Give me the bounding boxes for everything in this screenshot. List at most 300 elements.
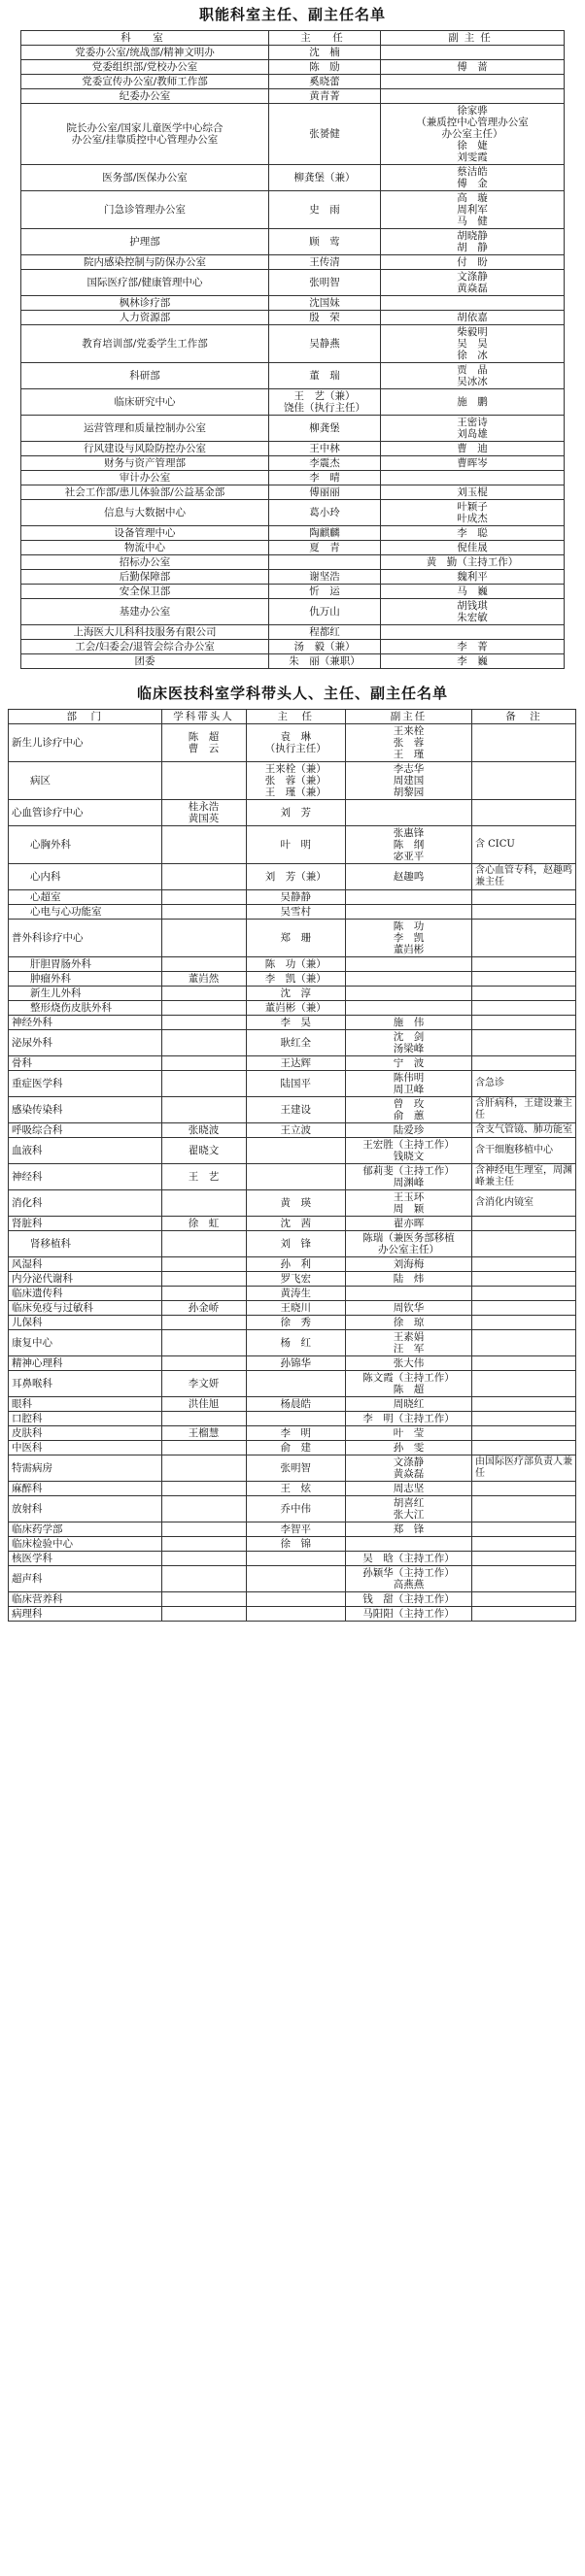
- director-cell: 陈 功（兼）: [246, 957, 346, 972]
- dept-cell: 心超室: [9, 890, 162, 905]
- note-cell: [471, 1330, 575, 1356]
- table-row: [9, 800, 576, 826]
- dept-cell: 放射科: [9, 1496, 162, 1522]
- dept-cell: 血液科: [9, 1138, 162, 1164]
- note-cell: 含神经电生理室，周渊峰兼主任: [471, 1164, 575, 1190]
- table-row: [21, 555, 565, 570]
- header-director: 主 任: [246, 710, 346, 724]
- note-cell: [471, 762, 575, 800]
- table-row: [21, 442, 565, 456]
- director-cell: 葛小玲: [269, 500, 381, 526]
- note-cell: 含心血管专科，赵趣鸣兼主任: [471, 864, 575, 890]
- lead-cell: [161, 1592, 246, 1607]
- note-cell: [471, 987, 575, 1001]
- header-dept: 科 室: [21, 31, 269, 46]
- deputy-cell: 陈 功 李 凯 董岿彬: [346, 920, 472, 957]
- table-row: [21, 526, 565, 541]
- note-cell: [471, 1537, 575, 1552]
- deputy-cell: [346, 1537, 472, 1552]
- table-row: [9, 1016, 576, 1030]
- note-cell: [471, 1217, 575, 1231]
- director-cell: 王建设: [246, 1097, 346, 1123]
- director-cell: [246, 1552, 346, 1566]
- deputy-cell: 蔡洁皓 傅 金: [381, 165, 565, 191]
- table-row: [9, 905, 576, 920]
- deputy-cell: 徐家骅 （兼质控中心管理办公室 办公室主任） 徐 婕 刘雯霞: [381, 104, 565, 165]
- director-cell: 张赟健: [269, 104, 381, 165]
- table-row: [9, 1164, 576, 1190]
- lead-cell: 张晓波: [161, 1123, 246, 1138]
- note-cell: [471, 1496, 575, 1522]
- note-cell: [471, 724, 575, 762]
- deputy-cell: 傅 蔷: [381, 60, 565, 75]
- lead-cell: [161, 1001, 246, 1016]
- lead-cell: [161, 1566, 246, 1592]
- deputy-cell: 刘玉棍: [381, 485, 565, 500]
- lead-cell: [161, 1287, 246, 1301]
- lead-cell: 李文妍: [161, 1371, 246, 1397]
- dept-cell: 神经外科: [9, 1016, 162, 1030]
- note-cell: [471, 1592, 575, 1607]
- director-cell: 王来栓（兼） 张 蓉（兼） 王 瑾（兼）: [246, 762, 346, 800]
- dept-cell: 设备管理中心: [21, 526, 269, 541]
- table-row: [21, 485, 565, 500]
- table-row: [9, 1592, 576, 1607]
- clinical-departments-table: [8, 709, 576, 1622]
- deputy-cell: [346, 905, 472, 920]
- deputy-cell: 孙颖华（主持工作） 高燕燕: [346, 1566, 472, 1592]
- dept-cell: 财务与资产管理部: [21, 456, 269, 471]
- lead-cell: [161, 1496, 246, 1522]
- director-cell: 傅丽丽: [269, 485, 381, 500]
- deputy-cell: 李 巍: [381, 654, 565, 669]
- director-cell: 程都红: [269, 625, 381, 640]
- note-cell: [471, 1056, 575, 1071]
- dept-cell: 临床检验中心: [9, 1537, 162, 1552]
- dept-cell: 人力资源部: [21, 311, 269, 325]
- deputy-cell: 胡晓静 胡 静: [381, 229, 565, 255]
- table-row: [9, 724, 576, 762]
- director-cell: 黄青菁: [269, 89, 381, 104]
- director-cell: 王达辉: [246, 1056, 346, 1071]
- note-cell: [471, 1441, 575, 1455]
- director-cell: 王晓川: [246, 1301, 346, 1316]
- note-cell: [471, 1522, 575, 1537]
- table-row: [9, 1190, 576, 1217]
- dept-cell: 心电与心功能室: [9, 905, 162, 920]
- header-lead: 学科带头人: [161, 710, 246, 724]
- dept-cell: 行风建设与风险防控办公室: [21, 442, 269, 456]
- lead-cell: 王 艺: [161, 1164, 246, 1190]
- dept-cell: 心血管诊疗中心: [9, 800, 162, 826]
- lead-cell: [161, 1330, 246, 1356]
- note-cell: 由国际医疗部负责人兼任: [471, 1455, 575, 1482]
- dept-cell: 信息与大数据中心: [21, 500, 269, 526]
- director-cell: 黄涛生: [246, 1287, 346, 1301]
- header-dept: 部 门: [9, 710, 162, 724]
- dept-cell: 麻醉科: [9, 1482, 162, 1496]
- dept-cell: 骨科: [9, 1056, 162, 1071]
- lead-cell: [161, 1030, 246, 1056]
- dept-cell: 精神心理科: [9, 1356, 162, 1371]
- dept-cell: 临床药学部: [9, 1522, 162, 1537]
- table-row: [9, 1123, 576, 1138]
- lead-cell: [161, 1272, 246, 1287]
- director-cell: 杨 红: [246, 1330, 346, 1356]
- deputy-cell: 施 伟: [346, 1016, 472, 1030]
- dept-cell: 临床遗传科: [9, 1287, 162, 1301]
- director-cell: [246, 1412, 346, 1426]
- lead-cell: [161, 1412, 246, 1426]
- note-cell: [471, 1301, 575, 1316]
- table-row: [21, 104, 565, 165]
- dept-cell: 教育培训部/党委学生工作部: [21, 325, 269, 363]
- dept-cell: 肿瘤外科: [9, 972, 162, 987]
- director-cell: 张明智: [269, 270, 381, 296]
- dept-cell: 消化科: [9, 1190, 162, 1217]
- deputy-cell: 陈文霞（主持工作） 陈 超: [346, 1371, 472, 1397]
- dept-cell: 物流中心: [21, 541, 269, 555]
- deputy-cell: 刘海梅: [346, 1257, 472, 1272]
- table-row: [9, 1482, 576, 1496]
- dept-cell: 中医科: [9, 1441, 162, 1455]
- dept-cell: 病理科: [9, 1607, 162, 1622]
- director-cell: 孙锦华: [246, 1356, 346, 1371]
- director-cell: 董 瑞: [269, 363, 381, 389]
- dept-cell: 重症医学科: [9, 1071, 162, 1097]
- dept-cell: 安全保卫部: [21, 585, 269, 599]
- lead-cell: [161, 1455, 246, 1482]
- header-note: 备 注: [471, 710, 575, 724]
- dept-cell: 核医学科: [9, 1552, 162, 1566]
- dept-cell: 心内科: [9, 864, 162, 890]
- director-cell: 董岿彬（兼）: [246, 1001, 346, 1016]
- title-functional-departments: 职能科室主任、副主任名单: [198, 6, 386, 23]
- director-cell: 王立波: [246, 1123, 346, 1138]
- director-cell: 夏 青: [269, 541, 381, 555]
- note-cell: [471, 1030, 575, 1056]
- deputy-cell: 文涤静 黄焱磊: [346, 1455, 472, 1482]
- deputy-cell: 赵趣鸣: [346, 864, 472, 890]
- table-row: [9, 1287, 576, 1301]
- deputy-cell: [381, 296, 565, 311]
- deputy-cell: [381, 89, 565, 104]
- dept-cell: 审计办公室: [21, 471, 269, 485]
- table-row: [21, 89, 565, 104]
- table-row: [9, 1257, 576, 1272]
- deputy-cell: 徐 琼: [346, 1316, 472, 1330]
- director-cell: [269, 555, 381, 570]
- table-row: [9, 1566, 576, 1592]
- lead-cell: [161, 1097, 246, 1123]
- deputy-cell: 李志华 周建国 胡黎园: [346, 762, 472, 800]
- lead-cell: [161, 1441, 246, 1455]
- table-row: [9, 1496, 576, 1522]
- functional-departments-body: [21, 46, 565, 669]
- lead-cell: [161, 864, 246, 890]
- director-cell: 仇万山: [269, 599, 381, 625]
- table-row: [21, 654, 565, 669]
- dept-cell: 社会工作部/患儿体验部/公益基金部: [21, 485, 269, 500]
- lead-cell: [161, 905, 246, 920]
- lead-cell: [161, 826, 246, 864]
- note-cell: [471, 1607, 575, 1622]
- director-cell: 刘 锋: [246, 1231, 346, 1257]
- deputy-cell: 叶 莹: [346, 1426, 472, 1441]
- director-cell: 王 炫: [246, 1482, 346, 1496]
- director-cell: 沈 茜: [246, 1217, 346, 1231]
- table-row: [9, 1607, 576, 1622]
- lead-cell: 桂永浩 黄国英: [161, 800, 246, 826]
- deputy-cell: [346, 987, 472, 1001]
- director-cell: 汤 毅（兼）: [269, 640, 381, 654]
- table-row: [9, 1522, 576, 1537]
- clinical-departments-body: [9, 724, 576, 1622]
- director-cell: 奚晓蕾: [269, 75, 381, 89]
- dept-cell: 枫林诊疗部: [21, 296, 269, 311]
- dept-cell: 党委组织部/党校办公室: [21, 60, 269, 75]
- director-cell: 李智平: [246, 1522, 346, 1537]
- table-row: [9, 1301, 576, 1316]
- lead-cell: [161, 1537, 246, 1552]
- director-cell: 俞 建: [246, 1441, 346, 1455]
- director-cell: 李 晴: [269, 471, 381, 485]
- director-cell: 李 明: [246, 1426, 346, 1441]
- dept-cell: 儿保科: [9, 1316, 162, 1330]
- note-cell: 含支气管镜、肺功能室: [471, 1123, 575, 1138]
- dept-cell: 新生儿诊疗中心: [9, 724, 162, 762]
- director-cell: 陈 励: [269, 60, 381, 75]
- dept-cell: 口腔科: [9, 1412, 162, 1426]
- lead-cell: [161, 1071, 246, 1097]
- dept-cell: 整形烧伤皮肤外科: [9, 1001, 162, 1016]
- lead-cell: [161, 1607, 246, 1622]
- table-row: [21, 625, 565, 640]
- dept-cell: 院长办公室/国家儿童医学中心综合 办公室/挂靠质控中心管理办公室: [21, 104, 269, 165]
- note-cell: [471, 1356, 575, 1371]
- table-row: [21, 325, 565, 363]
- deputy-cell: 钱 甜（主持工作）: [346, 1592, 472, 1607]
- dept-cell: 眼科: [9, 1397, 162, 1412]
- director-cell: [246, 1592, 346, 1607]
- dept-cell: 临床营养科: [9, 1592, 162, 1607]
- deputy-cell: 付 盼: [381, 255, 565, 270]
- deputy-cell: 王玉环 周 颖: [346, 1190, 472, 1217]
- director-cell: [246, 1566, 346, 1592]
- dept-cell: 康复中心: [9, 1330, 162, 1356]
- table-row: [21, 296, 565, 311]
- deputy-cell: 柴毅明 吴 昊 徐 冰: [381, 325, 565, 363]
- lead-cell: 翟晓文: [161, 1138, 246, 1164]
- director-cell: 黄 瑛: [246, 1190, 346, 1217]
- deputy-cell: 孙 雯: [346, 1441, 472, 1455]
- table-row: [21, 416, 565, 442]
- deputy-cell: 陈伟明 周卫峰: [346, 1071, 472, 1097]
- header-deputy: 副主任: [346, 710, 472, 724]
- header-deputy: 副主任: [381, 31, 565, 46]
- table-row: [9, 1356, 576, 1371]
- note-cell: 含肝病科，王建设兼主任: [471, 1097, 575, 1123]
- lead-cell: [161, 1257, 246, 1272]
- table-row: [9, 1272, 576, 1287]
- table-row: [9, 1217, 576, 1231]
- deputy-cell: [381, 46, 565, 60]
- deputy-cell: 王密诗 刘岛雄: [381, 416, 565, 442]
- dept-cell: 耳鼻喉科: [9, 1371, 162, 1397]
- lead-cell: 王榴慧: [161, 1426, 246, 1441]
- deputy-cell: 胡钱琪 朱宏敏: [381, 599, 565, 625]
- deputy-cell: 王宏胜（主持工作） 钱晓文: [346, 1138, 472, 1164]
- director-cell: 王中林: [269, 442, 381, 456]
- director-cell: 吴静静: [246, 890, 346, 905]
- deputy-cell: 周钦华: [346, 1301, 472, 1316]
- dept-cell: 泌尿外科: [9, 1030, 162, 1056]
- note-cell: 含干细胞移植中心: [471, 1138, 575, 1164]
- lead-cell: 徐 虹: [161, 1217, 246, 1231]
- lead-cell: [161, 1316, 246, 1330]
- table-row: [21, 456, 565, 471]
- deputy-cell: 叶颖子 叶成杰: [381, 500, 565, 526]
- note-cell: [471, 905, 575, 920]
- deputy-cell: 曹晖岑: [381, 456, 565, 471]
- dept-cell: 病区: [9, 762, 162, 800]
- note-cell: [471, 1371, 575, 1397]
- dept-cell: 临床研究中心: [21, 389, 269, 416]
- director-cell: 沈 淳: [246, 987, 346, 1001]
- dept-cell: 感染传染科: [9, 1097, 162, 1123]
- table-row: [9, 762, 576, 800]
- table-row: [9, 1371, 576, 1397]
- dept-cell: 超声科: [9, 1566, 162, 1592]
- dept-cell: 科研部: [21, 363, 269, 389]
- dept-cell: 上海医大儿科科技服务有限公司: [21, 625, 269, 640]
- table-row: [9, 1001, 576, 1016]
- table-row: [21, 270, 565, 296]
- lead-cell: [161, 1190, 246, 1217]
- lead-cell: 陈 超 曹 云: [161, 724, 246, 762]
- deputy-cell: 张惠锋 陈 纲 宓亚平: [346, 826, 472, 864]
- deputy-cell: 周志坚: [346, 1482, 472, 1496]
- director-cell: 乔中伟: [246, 1496, 346, 1522]
- note-cell: [471, 890, 575, 905]
- title-clinical-departments: 临床医技科室学科带头人、主任、副主任名单: [136, 685, 448, 702]
- director-cell: 刘 芳: [246, 800, 346, 826]
- lead-cell: [161, 762, 246, 800]
- director-cell: [246, 1371, 346, 1397]
- functional-departments-table: [20, 30, 565, 669]
- deputy-cell: 黄 勤（主持工作）: [381, 555, 565, 570]
- table-header-row: [21, 31, 565, 46]
- deputy-cell: [346, 972, 472, 987]
- deputy-cell: [381, 471, 565, 485]
- table-row: [9, 1537, 576, 1552]
- table-row: [21, 165, 565, 191]
- lead-cell: 孙金峤: [161, 1301, 246, 1316]
- table-row: [21, 570, 565, 585]
- director-cell: 柳龚堡: [269, 416, 381, 442]
- deputy-cell: 施 鹏: [381, 389, 565, 416]
- deputy-cell: 张大伟: [346, 1356, 472, 1371]
- table-row: [21, 585, 565, 599]
- director-cell: 谢坚浩: [269, 570, 381, 585]
- table-row: [9, 920, 576, 957]
- director-cell: 徐 秀: [246, 1316, 346, 1330]
- table-row: [9, 1231, 576, 1257]
- lead-cell: [161, 1016, 246, 1030]
- deputy-cell: 曹 迪: [381, 442, 565, 456]
- director-cell: 顾 莺: [269, 229, 381, 255]
- dept-cell: 特需病房: [9, 1455, 162, 1482]
- table-row: [9, 972, 576, 987]
- director-cell: 李 昊: [246, 1016, 346, 1030]
- lead-cell: [161, 987, 246, 1001]
- deputy-cell: 胡依嘉: [381, 311, 565, 325]
- deputy-cell: 宁 波: [346, 1056, 472, 1071]
- note-cell: [471, 800, 575, 826]
- director-cell: 叶 明: [246, 826, 346, 864]
- deputy-cell: 胡喜红 张大江: [346, 1496, 472, 1522]
- director-cell: 郑 珊: [246, 920, 346, 957]
- dept-cell: 皮肤科: [9, 1426, 162, 1441]
- director-cell: 孙 利: [246, 1257, 346, 1272]
- table-row: [21, 389, 565, 416]
- note-cell: [471, 1016, 575, 1030]
- dept-cell: 党委宣传办公室/教师工作部: [21, 75, 269, 89]
- dept-cell: 新生儿外科: [9, 987, 162, 1001]
- lead-cell: [161, 1482, 246, 1496]
- dept-cell: 党委办公室/统战部/精神文明办: [21, 46, 269, 60]
- table-row: [9, 1412, 576, 1426]
- lead-cell: [161, 957, 246, 972]
- note-cell: [471, 1552, 575, 1566]
- dept-cell: 临床免疫与过敏科: [9, 1301, 162, 1316]
- table-row: [9, 1441, 576, 1455]
- director-cell: 殷 荣: [269, 311, 381, 325]
- deputy-cell: 周晓红: [346, 1397, 472, 1412]
- table-row: [9, 1030, 576, 1056]
- table-row: [21, 255, 565, 270]
- director-cell: [246, 1138, 346, 1164]
- director-cell: 罗飞宏: [246, 1272, 346, 1287]
- table-header-row: [9, 710, 576, 724]
- lead-cell: [161, 1356, 246, 1371]
- dept-cell: 内分泌代谢科: [9, 1272, 162, 1287]
- deputy-cell: [346, 1001, 472, 1016]
- note-cell: [471, 1482, 575, 1496]
- table-row: [21, 541, 565, 555]
- deputy-cell: 曾 玫 俞 蕙: [346, 1097, 472, 1123]
- deputy-cell: 马阳阳（主持工作）: [346, 1607, 472, 1622]
- lead-cell: [161, 1552, 246, 1566]
- deputy-cell: [381, 75, 565, 89]
- deputy-cell: 郁莉斐（主持工作） 周渊峰: [346, 1164, 472, 1190]
- director-cell: [246, 1607, 346, 1622]
- table-row: [9, 1071, 576, 1097]
- dept-cell: 基建办公室: [21, 599, 269, 625]
- lead-cell: [161, 920, 246, 957]
- director-cell: 袁 琳 （执行主任）: [246, 724, 346, 762]
- dept-cell: 医务部/医保办公室: [21, 165, 269, 191]
- deputy-cell: 翟亦晖: [346, 1217, 472, 1231]
- director-cell: 耿红全: [246, 1030, 346, 1056]
- director-cell: 陶麒麟: [269, 526, 381, 541]
- dept-cell: 纪委办公室: [21, 89, 269, 104]
- director-cell: 李 凯（兼）: [246, 972, 346, 987]
- deputy-cell: 高 璇 周利军 马 健: [381, 191, 565, 229]
- director-cell: 徐 锦: [246, 1537, 346, 1552]
- table-row: [9, 1455, 576, 1482]
- document: [0, 4, 585, 1622]
